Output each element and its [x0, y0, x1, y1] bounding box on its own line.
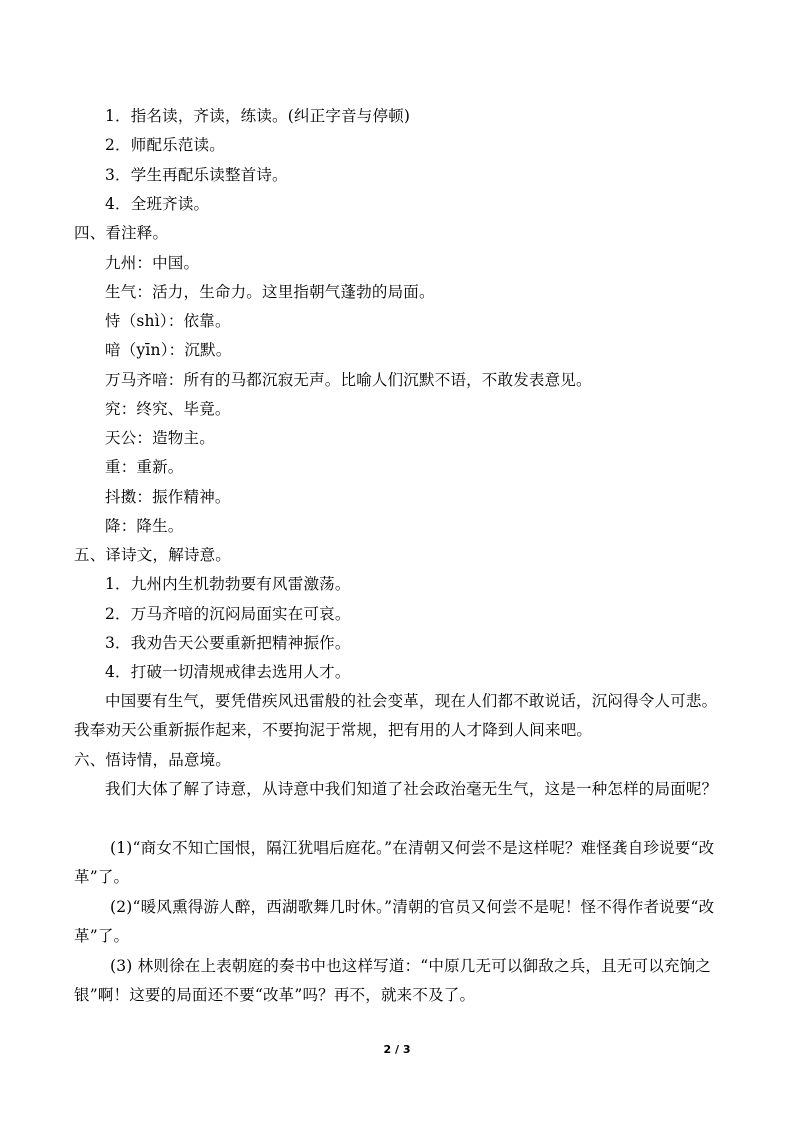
note-jiuzhou: 九州：中国。 — [105, 254, 200, 272]
question-paragraph: 我们大体了解了诗意，从诗意中我们知道了社会政治毫无生气，这是一种怎样的局面呢？ — [105, 780, 718, 798]
note-tiangong: 天公：造物主。 — [105, 429, 215, 447]
note-yin: 喑（yīn）：沉默。 — [105, 341, 232, 359]
example-paragraph-1: (1)“商女不知亡国恨，隔江犹唱后庭花。”在清朝又何尝不是这样呢？难怪龚自珍说要“改革”了。 — [74, 839, 715, 887]
translation-line-4: 4．打破一切清规戒律去选用人才。 — [105, 663, 351, 681]
section-heading-5: 五、译诗文，解诗意。 — [74, 546, 232, 564]
note-jiu: 究：终究、毕竟。 — [105, 400, 231, 418]
translation-line-2: 2．万马齐喑的沉闷局面实在可哀。 — [105, 605, 351, 623]
reading-step-1: 1．指名读，齐读，练读。(纠正字音与停顿) — [105, 107, 411, 125]
note-shengqi: 生气：活力，生命力。这里指朝气蓬勃的局面。 — [105, 283, 435, 301]
translation-line-3: 3．我劝告天公要重新把精神振作。 — [105, 634, 351, 652]
note-wanmaqiyin: 万马齐喑：所有的马都沉寂无声。比喻人们沉默不语，不敢发表意见。 — [105, 371, 592, 389]
section-heading-4: 四、看注释。 — [74, 224, 169, 242]
reading-step-4: 4．全班齐读。 — [105, 195, 210, 213]
example-paragraph-2: (2)“暖风熏得游人醉，西湖歌舞几时休。”清朝的官员又何尝不是呢！怪不得作者说要“改革”了。 — [74, 898, 715, 946]
section-heading-6: 六、悟诗情，品意境。 — [74, 751, 232, 769]
note-jiang: 降：降生。 — [105, 517, 184, 535]
reading-step-3: 3．学生再配乐读整首诗。 — [105, 166, 288, 184]
note-shi: 恃（shì）：依靠。 — [105, 312, 231, 330]
example-paragraph-3: (3) 林则徐在上表朝庭的奏书中也这样写道：“中原几无可以御敌之兵，且无可以充饷之银”啊！这要的局面还不要“改革”吗？再不，就来不及了。 — [74, 957, 712, 1005]
translation-line-1: 1．九州内生机勃勃要有风雷激荡。 — [105, 575, 351, 593]
note-chong: 重：重新。 — [105, 458, 184, 476]
page-number: 2 / 3 — [383, 1043, 411, 1056]
reading-step-2: 2．师配乐范读。 — [105, 136, 225, 154]
translation-paragraph: 中国要有生气，要凭借疾风迅雷般的社会变革，现在人们都不敢说话，沉闷得令人可悲。我奉劝天公重新振作起来，不要拘泥于常规，把有用的人才降到人间来吧。 — [74, 692, 718, 740]
note-dousou: 抖擞：振作精神。 — [105, 488, 231, 506]
